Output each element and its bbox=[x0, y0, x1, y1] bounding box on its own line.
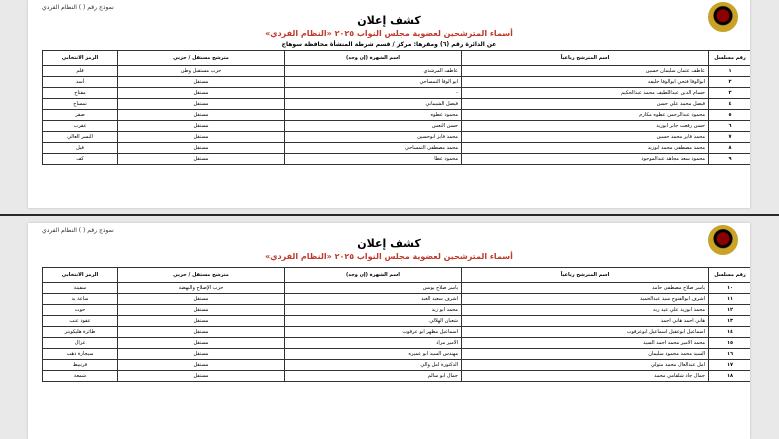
symbol-cell: عقرب bbox=[43, 121, 118, 132]
affiliation-cell: مستقل bbox=[118, 77, 285, 88]
serial-cell: ١٤ bbox=[709, 327, 751, 338]
header-symbol: الرمز الانتخابي bbox=[43, 51, 118, 66]
name-cell: جمال جاد شلقامي محمد bbox=[462, 371, 709, 382]
symbol-cell: شمعة bbox=[43, 371, 118, 382]
nickname-cell: شعبان الهلالي bbox=[285, 316, 462, 327]
nickname-cell: اسماعيل مظهر ابو عرقوب bbox=[285, 327, 462, 338]
table-row bbox=[43, 110, 751, 121]
table-row bbox=[43, 316, 751, 327]
table-row bbox=[43, 88, 751, 99]
nickname-cell: محمد ابو زيد bbox=[285, 305, 462, 316]
header-name: اسم المترشح رباعياً bbox=[462, 268, 709, 283]
affiliation-cell: مستقل bbox=[118, 305, 285, 316]
affiliation-cell: مستقل bbox=[118, 110, 285, 121]
nickname-cell: محمد فايز ابوحسين bbox=[285, 132, 462, 143]
table-row bbox=[43, 143, 751, 154]
table-row bbox=[43, 132, 751, 143]
serial-cell: ٢ bbox=[709, 77, 751, 88]
name-cell: محمد مصطفى محمد ابوزيد bbox=[462, 143, 709, 154]
symbol-cell: مفتاح bbox=[43, 88, 118, 99]
symbol-cell: صقر bbox=[43, 110, 118, 121]
page-subtitle: أسماء المترشحين لعضوية مجلس النواب ٢٠٢٥ «النظام الفردي» bbox=[265, 29, 513, 38]
symbol-cell: سيجارة ذهب bbox=[43, 349, 118, 360]
nickname-cell: ابو الوفا التمساحي bbox=[285, 77, 462, 88]
name-cell: فيصل محمد علي حسن bbox=[462, 99, 709, 110]
symbol-cell: كف bbox=[43, 154, 118, 165]
serial-cell: ١٠ bbox=[709, 283, 751, 294]
table-row bbox=[43, 99, 751, 110]
affiliation-cell: مستقل bbox=[118, 143, 285, 154]
district-line: عن الدائرة رقم (٦) ومقرها: مركز / قسم شرطة المنشأة محافظة سوهاج bbox=[281, 41, 497, 48]
header-affiliation: مترشح مستقل / حزبي bbox=[118, 51, 285, 66]
serial-cell: ٤ bbox=[709, 99, 751, 110]
table-row bbox=[43, 338, 751, 349]
nickname-cell: الامير مراد bbox=[285, 338, 462, 349]
affiliation-cell: حزب الإصلاح والنهضة bbox=[118, 283, 285, 294]
table-row bbox=[43, 283, 751, 294]
serial-cell: ٧ bbox=[709, 132, 751, 143]
symbol-cell: غزال bbox=[43, 338, 118, 349]
affiliation-cell: مستقل bbox=[118, 349, 285, 360]
table-row bbox=[43, 66, 751, 77]
symbol-cell: قلم bbox=[43, 66, 118, 77]
affiliation-cell: مستقل bbox=[118, 371, 285, 382]
serial-cell: ١٧ bbox=[709, 360, 751, 371]
form-tag: نموذج رقم ( ) النظام الفردي bbox=[42, 227, 114, 234]
serial-cell: ١٢ bbox=[709, 305, 751, 316]
symbol-cell: تمساح bbox=[43, 99, 118, 110]
affiliation-cell: مستقل bbox=[118, 99, 285, 110]
serial-cell: ١٣ bbox=[709, 316, 751, 327]
affiliation-cell: مستقل bbox=[118, 154, 285, 165]
affiliation-cell: مستقل bbox=[118, 327, 285, 338]
serial-cell: ١٦ bbox=[709, 349, 751, 360]
name-cell: حسام الدين عبداللطيف محمد عبدالحكيم bbox=[462, 88, 709, 99]
header-nickname: اسم الشهرة (إن وجد) bbox=[285, 268, 462, 283]
affiliation-cell: مستقل bbox=[118, 316, 285, 327]
header-name: اسم المترشح رباعياً bbox=[462, 51, 709, 66]
serial-cell: ١١ bbox=[709, 294, 751, 305]
serial-cell: ٩ bbox=[709, 154, 751, 165]
symbol-cell: النسر العالي bbox=[43, 132, 118, 143]
name-cell: ابوالوفا فتحي ابوالوفا خليفه bbox=[462, 77, 709, 88]
affiliation-cell: حزب مستقبل وطن bbox=[118, 66, 285, 77]
affiliation-cell: مستقل bbox=[118, 294, 285, 305]
symbol-cell: عقود عنب bbox=[43, 316, 118, 327]
header-affiliation: مترشح مستقل / حزبي bbox=[118, 268, 285, 283]
name-cell: هاني احمد هاني احمد bbox=[462, 316, 709, 327]
header-symbol: الرمز الانتخابي bbox=[43, 268, 118, 283]
name-cell: اسماعيل ابوعقيل اسماعيل ابوعرقوب bbox=[462, 327, 709, 338]
header-nickname: اسم الشهرة (إن وجد) bbox=[285, 51, 462, 66]
nickname-cell: محمود عطوه bbox=[285, 110, 462, 121]
form-tag: نموذج رقم ( ) النظام الفردي bbox=[42, 4, 114, 11]
name-cell: محمود عبدالرحمن عطوه مكارم bbox=[462, 110, 709, 121]
table-row bbox=[43, 77, 751, 88]
affiliation-cell: مستقل bbox=[118, 121, 285, 132]
name-cell: حسن رفعت جابر ابوزيد bbox=[462, 121, 709, 132]
name-cell: محمد فايز محمد حسين bbox=[462, 132, 709, 143]
page-title: كشف إعلان bbox=[357, 237, 421, 250]
nickname-cell: جمال ابو سالم bbox=[285, 371, 462, 382]
nickname-cell: فيصل الشيماني bbox=[285, 99, 462, 110]
nickname-cell: مهندس السيد ابو عميره bbox=[285, 349, 462, 360]
serial-cell: ١٨ bbox=[709, 371, 751, 382]
name-cell: محمد ابوزيد علي عيد ربه bbox=[462, 305, 709, 316]
name-cell: السيد محمد محمود سليمان bbox=[462, 349, 709, 360]
serial-cell: ٣ bbox=[709, 88, 751, 99]
nickname-cell: عاطف المرشدي bbox=[285, 66, 462, 77]
header-serial: رقم مسلسل bbox=[709, 268, 751, 283]
serial-cell: ٦ bbox=[709, 121, 751, 132]
table-header-row bbox=[43, 268, 751, 283]
name-cell: ياسر صلاح مصطفى حامد bbox=[462, 283, 709, 294]
serial-cell: ٨ bbox=[709, 143, 751, 154]
table-row bbox=[43, 371, 751, 382]
affiliation-cell: مستقل bbox=[118, 360, 285, 371]
name-cell: عاطف عثمان سليمان حسين bbox=[462, 66, 709, 77]
table-row bbox=[43, 305, 751, 316]
serial-cell: ١٥ bbox=[709, 338, 751, 349]
page-separator bbox=[0, 214, 779, 216]
symbol-cell: ساعة يد bbox=[43, 294, 118, 305]
table-row bbox=[43, 349, 751, 360]
name-cell: اشرف ابوالفتوح سيد عبدالحميد bbox=[462, 294, 709, 305]
symbol-cell: فيل bbox=[43, 143, 118, 154]
document-page-1 bbox=[28, 0, 750, 208]
candidates-table bbox=[42, 50, 750, 165]
nickname-cell: ياسر صلاح يونس bbox=[285, 283, 462, 294]
symbol-cell: حوت bbox=[43, 305, 118, 316]
serial-cell: ٥ bbox=[709, 110, 751, 121]
page-subtitle: أسماء المترشحين لعضوية مجلس النواب ٢٠٢٥ «النظام الفردي» bbox=[265, 252, 513, 261]
table-row bbox=[43, 294, 751, 305]
table-header-row bbox=[43, 51, 751, 66]
name-cell: محمود سعد مجاهد عبدالموجود bbox=[462, 154, 709, 165]
nickname-cell: - bbox=[285, 88, 462, 99]
nickname-cell: الدكتورة امل والي bbox=[285, 360, 462, 371]
table-row bbox=[43, 360, 751, 371]
table-row bbox=[43, 121, 751, 132]
nickname-cell: محمد مصطفى التمساحي bbox=[285, 143, 462, 154]
symbol-cell: قرنبيط bbox=[43, 360, 118, 371]
symbol-cell: سفينة bbox=[43, 283, 118, 294]
serial-cell: ١ bbox=[709, 66, 751, 77]
affiliation-cell: مستقل bbox=[118, 132, 285, 143]
symbol-cell: أسد bbox=[43, 77, 118, 88]
document-page-2 bbox=[28, 223, 750, 439]
page-title: كشف إعلان bbox=[357, 14, 421, 27]
nickname-cell: حسن النعس bbox=[285, 121, 462, 132]
affiliation-cell: مستقل bbox=[118, 88, 285, 99]
affiliation-cell: مستقل bbox=[118, 338, 285, 349]
name-cell: امل عبدالعال محمد متولي bbox=[462, 360, 709, 371]
nickname-cell: محمود عطا bbox=[285, 154, 462, 165]
table-row bbox=[43, 327, 751, 338]
symbol-cell: طائرة هليكوبتر bbox=[43, 327, 118, 338]
table-row bbox=[43, 154, 751, 165]
nickname-cell: اشرف سعيد العبد bbox=[285, 294, 462, 305]
candidates-table bbox=[42, 267, 750, 382]
name-cell: محمد الامير محمد احمد السيد bbox=[462, 338, 709, 349]
header-serial: رقم مسلسل bbox=[709, 51, 751, 66]
